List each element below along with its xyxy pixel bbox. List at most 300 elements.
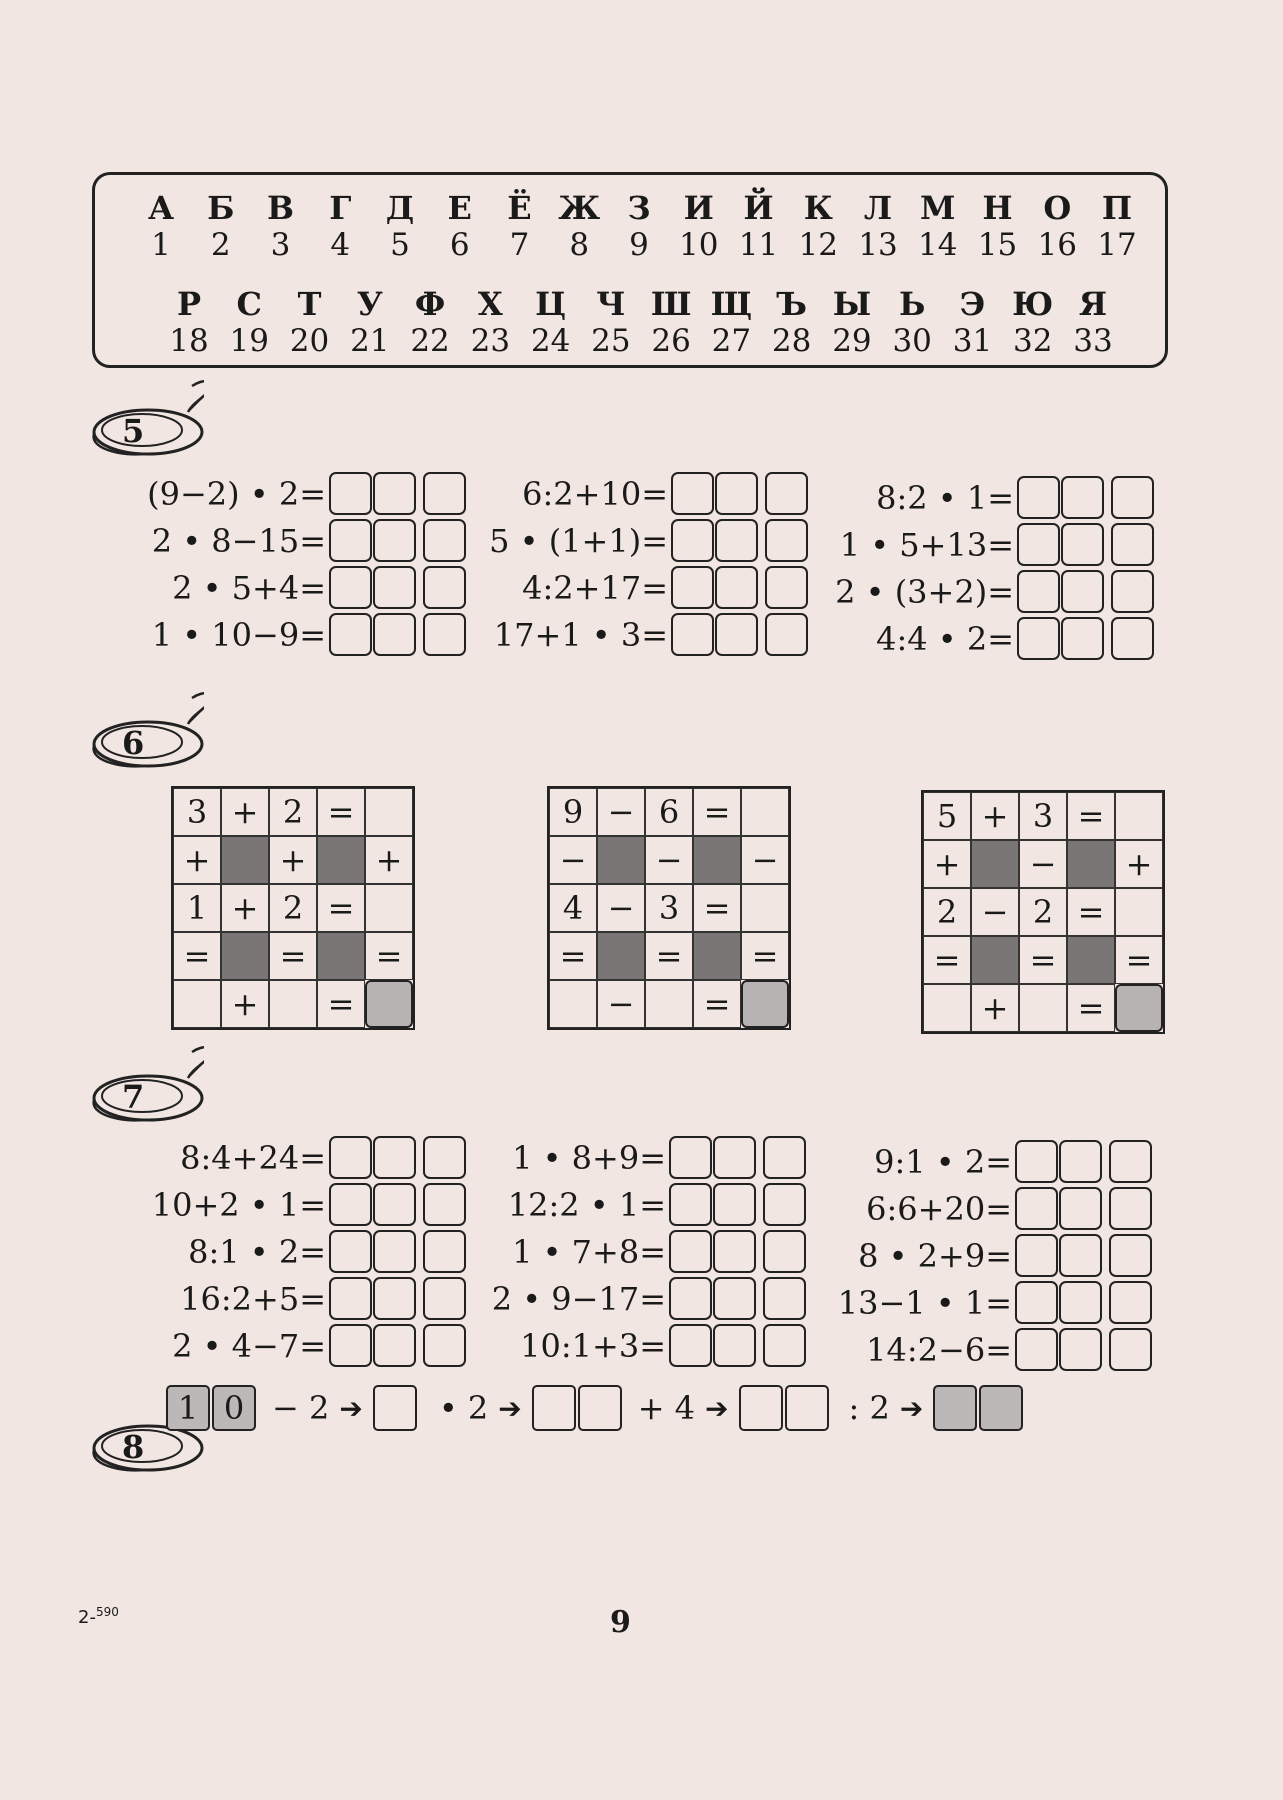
empty-answer-cell[interactable] — [365, 788, 413, 836]
empty-answer-cell[interactable] — [1115, 792, 1163, 840]
shaded-cell — [597, 836, 645, 884]
alphabet-number: 9 — [629, 227, 649, 263]
grid-cell: + — [971, 984, 1019, 1032]
grid-cell: − — [597, 884, 645, 932]
empty-answer-cell[interactable] — [549, 980, 597, 1028]
grid-cell: + — [923, 840, 971, 888]
grid-cell: = — [269, 932, 317, 980]
number-answer-box[interactable] — [373, 472, 416, 515]
empty-answer-cell[interactable] — [1019, 984, 1067, 1032]
alphabet-letter: Ц — [535, 285, 567, 323]
letter-answer-box[interactable] — [423, 1230, 466, 1273]
empty-answer-cell[interactable] — [741, 884, 789, 932]
letter-answer-box[interactable] — [763, 1230, 806, 1273]
number-answer-box[interactable] — [715, 519, 758, 562]
number-answer-box[interactable] — [715, 472, 758, 515]
number-answer-box[interactable] — [329, 1136, 372, 1179]
alphabet-number: 31 — [952, 323, 993, 359]
equation-expression: 2 • (3+2)= — [835, 572, 1014, 611]
alphabet-number: 15 — [977, 227, 1018, 263]
number-answer-box[interactable] — [373, 519, 416, 562]
signature-text: 2- — [78, 1607, 96, 1628]
grid-cell: 3 — [645, 884, 693, 932]
alphabet-letter: Ь — [898, 285, 926, 323]
number-answer-box[interactable] — [671, 566, 714, 609]
number-answer-box[interactable] — [1017, 570, 1060, 613]
grid-cell: 6 — [645, 788, 693, 836]
alphabet-number: 8 — [569, 227, 590, 263]
task-7-column-3 — [826, 1138, 1152, 1373]
alphabet-letter: А — [147, 189, 175, 227]
alphabet-number: 26 — [651, 323, 691, 359]
grid-cell: 3 — [1019, 792, 1067, 840]
number-answer-box[interactable] — [671, 519, 714, 562]
letter-answer-box[interactable] — [1109, 1187, 1152, 1230]
number-answer-box[interactable] — [669, 1324, 712, 1367]
equation-expression: 8:1 • 2= — [188, 1232, 326, 1271]
equation-expression: 17+1 • 3= — [493, 615, 668, 654]
task-6-number: 6 — [122, 724, 145, 762]
equation-row — [826, 1185, 1152, 1232]
alphabet-number: 16 — [1037, 227, 1077, 263]
number-answer-box[interactable] — [1061, 570, 1104, 613]
alphabet-letter: Й — [743, 189, 774, 227]
number-answer-box[interactable] — [329, 613, 372, 656]
number-answer-box[interactable] — [373, 1183, 416, 1226]
alphabet-number: 23 — [470, 323, 511, 359]
grid-cell: + — [221, 788, 269, 836]
letter-answer-box[interactable] — [423, 1324, 466, 1367]
equation-expression: 1 • 10−9= — [151, 615, 326, 654]
equation-expression: 14:2−6= — [866, 1330, 1012, 1369]
answer-box-1[interactable] — [373, 1385, 417, 1431]
grid-cell: = — [693, 980, 741, 1028]
alphabet-number: 28 — [771, 323, 812, 359]
grid-cell: + — [221, 884, 269, 932]
grid-cell: + — [971, 792, 1019, 840]
letter-answer-box[interactable] — [763, 1183, 806, 1226]
equation-row — [482, 611, 808, 658]
alphabet-number: 22 — [410, 323, 450, 359]
equation-expression: 8 • 2+9= — [858, 1236, 1012, 1275]
alphabet-number: 6 — [449, 227, 470, 263]
alphabet-number: 5 — [390, 227, 410, 263]
empty-answer-cell[interactable] — [269, 980, 317, 1028]
grid-cell: = — [317, 980, 365, 1028]
alphabet-letter: Ш — [650, 285, 692, 323]
equation-row — [482, 564, 808, 611]
alphabet-letter: К — [803, 189, 833, 227]
number-answer-box[interactable] — [713, 1230, 756, 1273]
equation-expression: 6:2+10= — [522, 474, 668, 513]
grid-cell: 2 — [1019, 888, 1067, 936]
equation-row — [826, 1326, 1152, 1373]
number-answer-box[interactable] — [329, 1230, 372, 1273]
alphabet-number: 3 — [270, 227, 291, 263]
alphabet-row1-letters — [133, 189, 1145, 227]
grid-cell: = — [1067, 984, 1115, 1032]
number-answer-box[interactable] — [1017, 476, 1060, 519]
arrow-icon: ➔ — [705, 1391, 729, 1425]
answer-box-3a[interactable] — [739, 1385, 783, 1431]
alphabet-number: 19 — [229, 323, 269, 359]
grid-cell: = — [693, 788, 741, 836]
grid-cell: − — [645, 836, 693, 884]
answer-box-2b[interactable] — [578, 1385, 622, 1431]
alphabet-letter: Р — [176, 285, 202, 323]
grid-cell: = — [173, 932, 221, 980]
empty-answer-cell[interactable] — [923, 984, 971, 1032]
alphabet-number: 18 — [169, 323, 209, 359]
letter-answer-box[interactable] — [1111, 523, 1154, 566]
alphabet-number: 10 — [679, 227, 719, 263]
chain-op-1: − 2 — [272, 1389, 330, 1427]
shaded-cell — [221, 932, 269, 980]
number-answer-box[interactable] — [1015, 1281, 1058, 1324]
alphabet-letter: Ф — [414, 285, 446, 323]
alphabet-letter: Н — [982, 189, 1013, 227]
grid-cell: 2 — [923, 888, 971, 936]
number-answer-box[interactable] — [1017, 617, 1060, 660]
task-5-column-2 — [482, 470, 808, 658]
grid-cell: − — [971, 888, 1019, 936]
result-cell[interactable] — [1115, 984, 1163, 1032]
task-6-grid-2 — [547, 786, 791, 1030]
shaded-cell — [971, 840, 1019, 888]
number-answer-box[interactable] — [669, 1136, 712, 1179]
number-answer-box[interactable] — [713, 1183, 756, 1226]
number-answer-box[interactable] — [329, 1183, 372, 1226]
chain-op-2: • 2 — [438, 1389, 489, 1427]
equation-row — [140, 1322, 466, 1369]
alphabet-number: 1 — [151, 227, 171, 263]
alphabet-number: 29 — [832, 323, 872, 359]
number-answer-box[interactable] — [671, 613, 714, 656]
grid-cell: = — [1067, 888, 1115, 936]
result-cell[interactable] — [365, 980, 413, 1028]
task-5-marker — [84, 378, 204, 458]
number-answer-box[interactable] — [715, 566, 758, 609]
shaded-cell — [1067, 936, 1115, 984]
equation-expression: 2 • 4−7= — [172, 1326, 326, 1365]
grid-cell: 4 — [549, 884, 597, 932]
grid-cell: 9 — [549, 788, 597, 836]
alphabet-number: 17 — [1097, 227, 1137, 263]
number-answer-box[interactable] — [1015, 1234, 1058, 1277]
equation-row — [140, 1228, 466, 1275]
start-digit-2: 0 — [212, 1385, 256, 1431]
equation-row — [140, 1134, 466, 1181]
alphabet-letter: Ю — [1012, 285, 1054, 323]
grid-cell: = — [645, 932, 693, 980]
alphabet-letter: Я — [1078, 285, 1108, 323]
alphabet-number: 14 — [918, 227, 958, 263]
empty-answer-cell[interactable] — [645, 980, 693, 1028]
number-answer-box[interactable] — [1061, 617, 1104, 660]
alphabet-number: 24 — [530, 323, 571, 359]
alphabet-letter: Ч — [596, 285, 626, 323]
letter-answer-box[interactable] — [423, 1136, 466, 1179]
number-answer-box[interactable] — [373, 1324, 416, 1367]
grid-cell: − — [597, 980, 645, 1028]
answer-box-4a[interactable] — [933, 1385, 977, 1431]
alphabet-letter: Х — [477, 285, 503, 323]
grid-cell: + — [1115, 840, 1163, 888]
letter-answer-box[interactable] — [1109, 1234, 1152, 1277]
letter-answer-box[interactable] — [1111, 570, 1154, 613]
empty-answer-cell[interactable] — [173, 980, 221, 1028]
number-answer-box[interactable] — [329, 519, 372, 562]
number-answer-box[interactable] — [373, 1230, 416, 1273]
equation-row — [480, 1275, 806, 1322]
number-answer-box[interactable] — [1015, 1328, 1058, 1371]
equation-expression: 8:4+24= — [180, 1138, 326, 1177]
alphabet-number: 27 — [711, 323, 752, 359]
equation-expression: 10+2 • 1= — [151, 1185, 326, 1224]
empty-answer-cell[interactable] — [365, 884, 413, 932]
number-answer-box[interactable] — [1059, 1187, 1102, 1230]
alphabet-number: 7 — [509, 227, 530, 263]
grid-cell: + — [365, 836, 413, 884]
letter-answer-box[interactable] — [763, 1324, 806, 1367]
signature-sup: 590 — [95, 1605, 119, 1619]
number-answer-box[interactable] — [373, 1136, 416, 1179]
number-answer-box[interactable] — [713, 1277, 756, 1320]
letter-answer-box[interactable] — [1111, 617, 1154, 660]
number-answer-box[interactable] — [669, 1230, 712, 1273]
grid-cell: = — [317, 788, 365, 836]
letter-answer-box[interactable] — [423, 1277, 466, 1320]
equation-expression: 2 • 8−15= — [151, 521, 326, 560]
grid-cell: + — [269, 836, 317, 884]
equation-row — [482, 517, 808, 564]
equation-row — [826, 1232, 1152, 1279]
alphabet-number: 20 — [289, 323, 330, 359]
shaded-cell — [971, 936, 1019, 984]
alphabet-number: 13 — [858, 227, 898, 263]
shaded-cell — [221, 836, 269, 884]
equation-row — [140, 470, 466, 517]
equation-row — [482, 470, 808, 517]
equation-row — [140, 1181, 466, 1228]
letter-answer-box[interactable] — [763, 1136, 806, 1179]
alphabet-letter: В — [266, 189, 295, 227]
equation-expression: 13−1 • 1= — [837, 1283, 1012, 1322]
alphabet-number: 12 — [798, 227, 838, 263]
alphabet-row2-letters — [161, 285, 1121, 323]
number-answer-box[interactable] — [669, 1277, 712, 1320]
number-answer-box[interactable] — [671, 472, 714, 515]
shaded-cell — [693, 836, 741, 884]
equation-expression: 5 • (1+1)= — [489, 521, 668, 560]
equation-row — [140, 517, 466, 564]
task-6-grid-1 — [171, 786, 415, 1030]
letter-answer-box[interactable] — [765, 472, 808, 515]
equation-row — [828, 521, 1154, 568]
shaded-cell — [317, 932, 365, 980]
alphabet-letter: П — [1101, 189, 1133, 227]
grid-cell: + — [173, 836, 221, 884]
equation-row — [140, 1275, 466, 1322]
grid-cell: = — [693, 884, 741, 932]
task-7-column-1 — [140, 1134, 466, 1369]
letter-answer-box[interactable] — [1109, 1281, 1152, 1324]
answer-box-4b[interactable] — [979, 1385, 1023, 1431]
alphabet-letter: Ы — [832, 285, 872, 323]
equation-expression: (9−2) • 2= — [147, 474, 326, 513]
equation-row — [480, 1134, 806, 1181]
number-answer-box[interactable] — [373, 613, 416, 656]
number-answer-box[interactable] — [1015, 1187, 1058, 1230]
equation-row — [828, 474, 1154, 521]
start-digit-1: 1 — [166, 1385, 210, 1431]
letter-answer-box[interactable] — [423, 1183, 466, 1226]
task-7-column-2 — [480, 1134, 806, 1369]
letter-answer-box[interactable] — [765, 519, 808, 562]
grid-cell: = — [741, 932, 789, 980]
letter-answer-box[interactable] — [1109, 1140, 1152, 1183]
equation-expression: 8:2 • 1= — [876, 478, 1014, 517]
grid-cell: 2 — [269, 788, 317, 836]
equation-expression: 4:4 • 2= — [876, 619, 1014, 658]
arrow-icon: ➔ — [339, 1391, 363, 1425]
number-answer-box[interactable] — [715, 613, 758, 656]
grid-cell: = — [923, 936, 971, 984]
letter-answer-box[interactable] — [423, 519, 466, 562]
equation-row — [140, 611, 466, 658]
shaded-cell — [597, 932, 645, 980]
alphabet-letter: Ъ — [776, 285, 807, 323]
number-answer-box[interactable] — [1061, 523, 1104, 566]
grid-cell: = — [317, 884, 365, 932]
equation-expression: 1 • 8+9= — [512, 1138, 666, 1177]
equation-expression: 4:2+17= — [522, 568, 668, 607]
task-5-column-3 — [828, 474, 1154, 662]
equation-expression: 2 • 9−17= — [491, 1279, 666, 1318]
alphabet-letter: С — [236, 285, 262, 323]
alphabet-number: 4 — [330, 227, 351, 263]
grid-cell: = — [365, 932, 413, 980]
number-answer-box[interactable] — [1017, 523, 1060, 566]
shaded-cell — [693, 932, 741, 980]
number-answer-box[interactable] — [1059, 1281, 1102, 1324]
alphabet-letter: Л — [863, 189, 893, 227]
alphabet-number: 33 — [1073, 323, 1113, 359]
number-answer-box[interactable] — [713, 1136, 756, 1179]
task-8-chain — [166, 1384, 1023, 1432]
alphabet-row1-numbers — [133, 227, 1145, 263]
grid-cell: 1 — [173, 884, 221, 932]
number-answer-box[interactable] — [1015, 1140, 1058, 1183]
equation-expression: 10:1+3= — [520, 1326, 666, 1365]
alphabet-number: 11 — [738, 227, 779, 263]
grid-cell: = — [1115, 936, 1163, 984]
grid-cell: = — [549, 932, 597, 980]
signature-mark — [78, 1605, 119, 1628]
grid-cell: 3 — [173, 788, 221, 836]
grid-cell: = — [1019, 936, 1067, 984]
equation-expression: 12:2 • 1= — [507, 1185, 666, 1224]
alphabet-number: 25 — [591, 323, 631, 359]
equation-row — [826, 1279, 1152, 1326]
alphabet-letter: И — [683, 189, 714, 227]
alphabet-letter: М — [920, 189, 956, 227]
grid-cell: = — [1067, 792, 1115, 840]
alphabet-number: 32 — [1012, 323, 1053, 359]
alphabet-number: 21 — [350, 323, 390, 359]
shaded-cell — [317, 836, 365, 884]
alphabet-letter: Б — [207, 189, 235, 227]
task-5-column-1 — [140, 470, 466, 658]
alphabet-letter: Ё — [507, 189, 532, 227]
equation-row — [480, 1228, 806, 1275]
grid-cell: − — [1019, 840, 1067, 888]
task-6-marker — [84, 690, 204, 770]
equation-expression: 16:2+5= — [180, 1279, 326, 1318]
alphabet-letter: У — [356, 285, 383, 323]
number-answer-box[interactable] — [329, 1324, 372, 1367]
task-7-marker — [84, 1044, 204, 1124]
number-answer-box[interactable] — [329, 472, 372, 515]
alphabet-row2-numbers — [161, 323, 1121, 359]
number-answer-box[interactable] — [329, 1277, 372, 1320]
grid-cell: − — [597, 788, 645, 836]
equation-row — [140, 564, 466, 611]
letter-answer-box[interactable] — [1109, 1328, 1152, 1371]
number-answer-box[interactable] — [1059, 1140, 1102, 1183]
grid-cell: 2 — [269, 884, 317, 932]
answer-box-2a[interactable] — [532, 1385, 576, 1431]
equation-row — [828, 568, 1154, 615]
letter-answer-box[interactable] — [423, 472, 466, 515]
task-5-number: 5 — [122, 412, 145, 450]
equation-expression: 2 • 5+4= — [172, 568, 326, 607]
letter-answer-box[interactable] — [423, 566, 466, 609]
empty-answer-cell[interactable] — [741, 788, 789, 836]
alphabet-letter: Т — [297, 285, 322, 323]
number-answer-box[interactable] — [669, 1183, 712, 1226]
task-8-number: 8 — [122, 1428, 145, 1466]
arrow-icon: ➔ — [899, 1391, 924, 1425]
answer-box-3b[interactable] — [785, 1385, 829, 1431]
alphabet-letter: Щ — [710, 285, 753, 323]
number-answer-box[interactable] — [713, 1324, 756, 1367]
equation-expression: 1 • 7+8= — [512, 1232, 666, 1271]
letter-answer-box[interactable] — [763, 1277, 806, 1320]
alphabet-letter: Э — [959, 285, 986, 323]
result-cell[interactable] — [741, 980, 789, 1028]
letter-answer-box[interactable] — [1111, 476, 1154, 519]
letter-answer-box[interactable] — [765, 613, 808, 656]
empty-answer-cell[interactable] — [1115, 888, 1163, 936]
number-answer-box[interactable] — [373, 566, 416, 609]
equation-row — [826, 1138, 1152, 1185]
number-answer-box[interactable] — [373, 1277, 416, 1320]
alphabet-number: 30 — [892, 323, 932, 359]
number-answer-box[interactable] — [1061, 476, 1104, 519]
number-answer-box[interactable] — [329, 566, 372, 609]
number-answer-box[interactable] — [1059, 1234, 1102, 1277]
grid-cell: − — [741, 836, 789, 884]
number-answer-box[interactable] — [1059, 1328, 1102, 1371]
alphabet-letter: О — [1043, 189, 1072, 227]
equation-expression: 6:6+20= — [866, 1189, 1012, 1228]
letter-answer-box[interactable] — [423, 613, 466, 656]
letter-answer-box[interactable] — [765, 566, 808, 609]
grid-cell: + — [221, 980, 269, 1028]
alphabet-letter: Е — [447, 189, 472, 227]
page-number: 9 — [610, 1605, 631, 1640]
